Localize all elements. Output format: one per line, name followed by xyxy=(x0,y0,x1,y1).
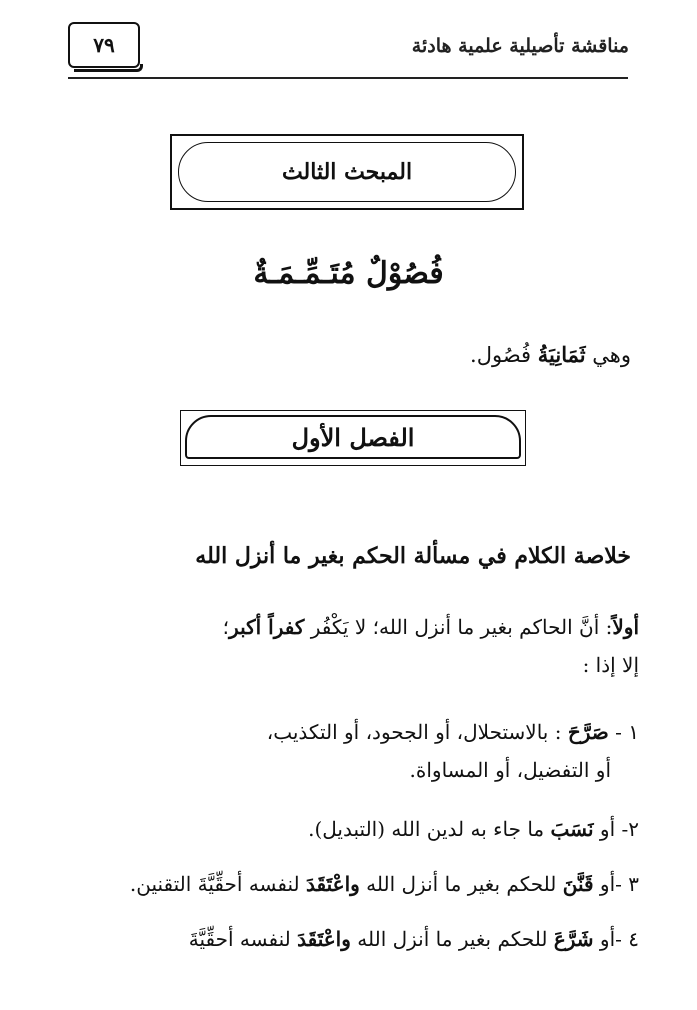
paragraph-first-line1 xyxy=(59,608,639,646)
intro-line xyxy=(470,342,631,367)
header-rule xyxy=(68,77,628,79)
running-head: مناقشة تأصيلية علمية هادئة xyxy=(411,35,629,57)
first-text-end: ؛ xyxy=(222,615,230,639)
section-title-box xyxy=(170,134,524,210)
intro-suffix: فُصُول. xyxy=(470,343,532,367)
item1-bold: صَرَّحَ xyxy=(567,720,609,744)
item1-number: ١ - xyxy=(615,720,639,744)
list-item-3 xyxy=(59,865,639,903)
item4-text2: لنفسه أحقِّيَّةَ xyxy=(188,927,291,951)
page-number: ٧٩ xyxy=(68,22,140,68)
item2-bold: نَسَبَ xyxy=(550,817,594,841)
list-item-2 xyxy=(59,810,639,848)
item3-bold1: قَنَّنَ xyxy=(562,872,594,896)
item3-number: ٣ -أو xyxy=(599,872,639,896)
item3-bold2: واعْتَقَدَ xyxy=(306,872,360,896)
item4-bold1: شَرَّعَ xyxy=(553,927,594,951)
item2-text: ما جاء به لدين الله (التبديل). xyxy=(308,817,545,841)
list-item-1 xyxy=(59,713,639,789)
first-bold: كفراً أكبر xyxy=(229,615,305,639)
item4-bold2: واعْتَقَدَ xyxy=(297,927,351,951)
intro-prefix: وهي xyxy=(592,343,631,367)
summary-heading: خلاصة الكلام في مسألة الحكم بغير ما أنزل الله xyxy=(195,543,631,569)
item4-number: ٤ -أو xyxy=(599,927,639,951)
list-item-1-line1 xyxy=(59,713,639,751)
section-title: المبحث الثالث xyxy=(178,142,516,202)
first-label: أولاً xyxy=(612,615,639,639)
item3-text1: للحكم بغير ما أنزل الله xyxy=(366,872,557,896)
item1-text: : بالاستحلال، أو الجحود، أو التكذيب، xyxy=(266,720,562,744)
chapter-title-box xyxy=(180,410,526,466)
paragraph-first xyxy=(59,608,639,684)
paragraph-first-line2: إلا إذا : xyxy=(582,653,639,677)
item2-number: ٢- أو xyxy=(599,817,639,841)
main-title: فُصُوْلٌ مُتَـمِّـمَـةٌ xyxy=(253,256,444,291)
item4-text1: للحكم بغير ما أنزل الله xyxy=(357,927,548,951)
item3-text2: لنفسه أحقِّيَّةَ التقنين. xyxy=(129,872,300,896)
chapter-title: الفصل الأول xyxy=(185,415,521,459)
list-item-4 xyxy=(59,920,639,958)
first-text: : أنَّ الحاكم بغير ما أنزل الله؛ لا يَكْفُر xyxy=(310,615,613,639)
intro-bold: ثَمَانِيَةُ xyxy=(537,342,586,367)
list-item-1-line2: أو التفضيل، أو المساواة. xyxy=(409,758,611,782)
